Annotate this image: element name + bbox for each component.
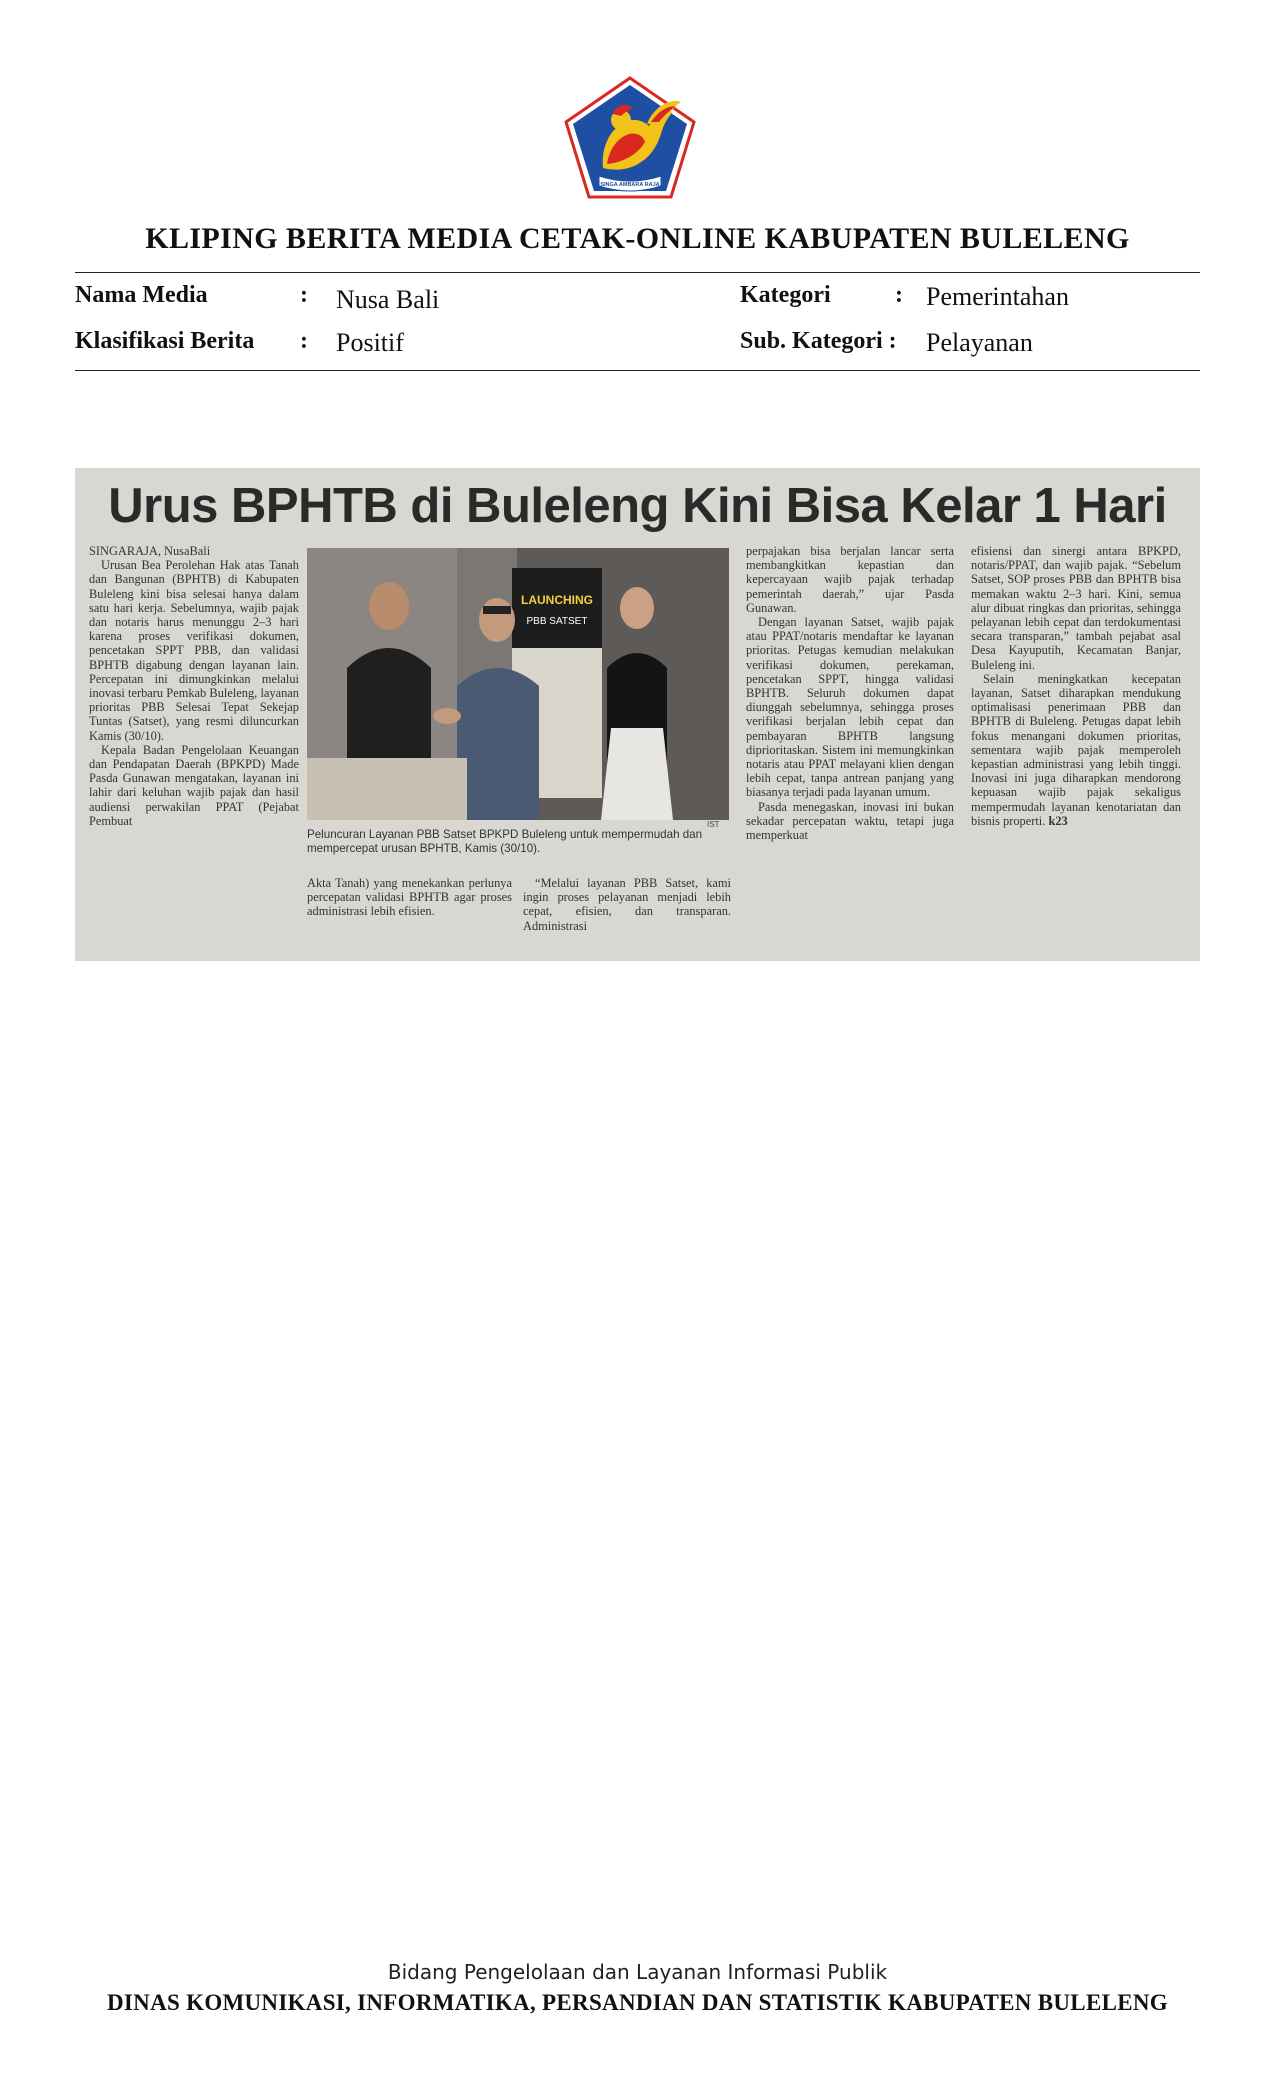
kategori-label: Kategori (740, 282, 831, 308)
article-paragraph: Urusan Bea Perolehan Hak atas Tanah dan Bangunan (BPHTB) di Kabupaten Buleleng kini bisa selesai hanya dalam satu hari kerja. Sebelumnya, wajib pajak dan notaris harus menunggu 2–3 hari karena proses verifikasi dokumen, pencetakan SPPT PBB, dan validasi BPHTB digabung dengan layanan lain. Percepatan ini dimungkinkan melalui inovasi terbaru Pemkab Buleleng, layanan prioritas PBB Selesai Tepat Sekejap Tuntas (Satset), yang resmi diluncurkan Kamis (30/10). (89, 558, 299, 743)
article-dateline: SINGARAJA, NusaBali (89, 544, 211, 558)
article-signoff: k23 (1048, 813, 1068, 828)
top-divider (75, 272, 1200, 273)
article-paragraph-text: Selain meningkatkan kecepatan layanan, Satset diharapkan mendukung optimalisasi penerimaan PBB dan BPHTB di Buleleng. Petugas dapat lebih fokus menangani dokumen prioritas, sementara wajib pajak memperoleh kepastian administrasi yang lebih tinggi. Inovasi ini juga diharapkan mendorong kepuasan wajib pajak sekaligus mempermudah layanan kenotariatan dan bisnis properti. (971, 671, 1181, 828)
article-paragraph: Dengan layanan Satset, wajib pajak atau PPAT/notaris mendaftar ke layanan prioritas. Petugas kemudian melakukan verifikasi dokumen, perekaman, pencetakan SPPT, hingga validasi BPHTB. Seluruh dokumen dapat diunggah sebelumnya, sehingga proses verifikasi berjalan lebih cepat dan pembayaran BPHTB langsung diprioritaskan. Sistem ini memungkinkan notaris atau PPAT melayani klien dengan lebih cepat, tanpa antrean panjang yang biasanya terjadi pada layanan umum. (746, 615, 954, 800)
article-column-2 (307, 876, 512, 919)
article-paragraph (971, 672, 1181, 828)
article-paragraph: Kepala Badan Pengelolaan Keuangan dan Pendapatan Daerah (BPKPD) Made Pasda Gunawan mengatakan, layanan ini lahir dari keluhan wajib pajak dan hasil audiensi perwakilan PPAT (Pejabat Pembuat (89, 742, 299, 828)
nama-media-colon: : (300, 282, 308, 308)
bottom-divider (75, 370, 1200, 371)
article-column-1 (89, 544, 299, 828)
photo-credit: IST (707, 820, 720, 829)
article-column-5 (971, 544, 1181, 828)
page-title: KLIPING BERITA MEDIA CETAK-ONLINE KABUPATEN BULELENG (145, 222, 1130, 255)
article-column-3 (523, 876, 731, 933)
photo-scene (307, 548, 729, 820)
nama-media-value: Nusa Bali (336, 285, 440, 314)
article-paragraph: efisiensi dan sinergi antara BPKPD, notaris/PPAT, dan wajib pajak. “Sebelum Satset, SOP proses PBB dan BPHTB bisa memakan waktu 2–3 hari. Kini, semua alur dibuat ringkas dan prioritas, sehingga pelayanan lebih cepat dan terdokumentasi secara transparan,” tambah pejabat asal Desa Kayuputih, Kecamatan Banjar, Buleleng ini. (971, 544, 1181, 672)
footer-agency: DINAS KOMUNIKASI, INFORMATIKA, PERSANDIAN DAN STATISTIK KABUPATEN BULELENG (107, 1990, 1168, 2015)
sub-kategori-label: Sub. Kategori : (740, 328, 897, 354)
footer-division: Bidang Pengelolaan dan Layanan Informasi Publik (387, 1960, 888, 1984)
photo-caption: Peluncuran Layanan PBB Satset BPKPD Buleleng untuk mempermudah dan mempercepat urusan BPHTB, Kamis (30/10). (307, 828, 703, 855)
article-paragraph: Akta Tanah) yang menekankan perlunya percepatan validasi BPHTB agar proses administrasi lebih efisien. (307, 876, 512, 919)
article-photo (307, 548, 729, 820)
sub-kategori-value: Pelayanan (926, 328, 1033, 357)
article-column-4 (746, 544, 954, 842)
article-headline: Urus BPHTB di Buleleng Kini Bisa Kelar 1 Hari (108, 479, 1167, 533)
kategori-value: Pemerintahan (926, 282, 1069, 311)
klasifikasi-colon: : (300, 328, 308, 354)
emblem-motto: SINGA AMBARA RAJA (600, 182, 660, 188)
klasifikasi-label: Klasifikasi Berita (75, 328, 255, 354)
kabupaten-buleleng-emblem (563, 76, 697, 200)
kategori-colon: : (895, 282, 903, 308)
article-paragraph: Pasda menegaskan, inovasi ini bukan sekadar percepatan waktu, tetapi juga memperkuat (746, 799, 954, 843)
banner-title: LAUNCHING (521, 593, 593, 607)
news-clipping (75, 468, 1200, 961)
nama-media-label: Nama Media (75, 282, 208, 308)
article-paragraph: perpajakan bisa berjalan lancar serta membangkitkan kepastian dan kepercayaan wajib pajak terhadap pemerintah daerah,” ujar Pasda Gunawan. (746, 544, 954, 615)
klasifikasi-value: Positif (336, 328, 404, 357)
banner-subtitle: PBB SATSET (526, 616, 588, 627)
article-paragraph: “Melalui layanan PBB Satset, kami ingin proses pelayanan menjadi lebih cepat, efisien, dan transparan. Administrasi (523, 876, 731, 933)
